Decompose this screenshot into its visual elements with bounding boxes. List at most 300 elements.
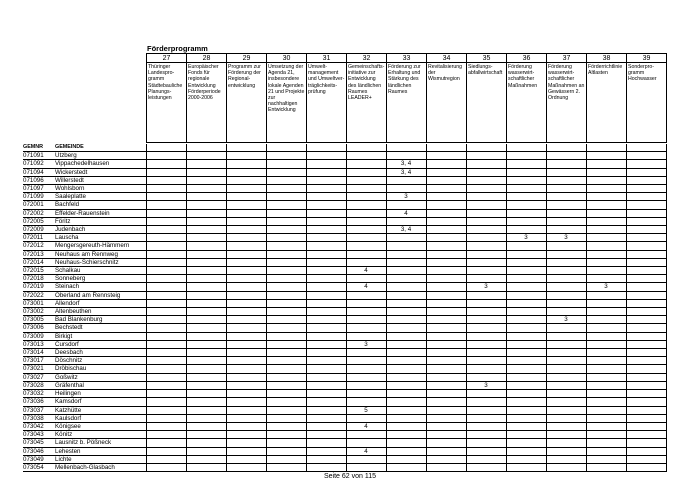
program-value-cell	[426, 316, 466, 324]
program-value-cell	[146, 332, 186, 340]
program-value-cell	[626, 316, 666, 324]
program-value-cell	[506, 365, 546, 373]
gemeinde-cell: Altenbeuthen	[53, 308, 146, 316]
program-value-cell	[266, 299, 306, 307]
program-value-cell	[426, 431, 466, 439]
program-value-cell	[586, 267, 626, 275]
program-value-cell	[626, 463, 666, 471]
program-value-cell	[146, 226, 186, 234]
program-value-cell	[586, 324, 626, 332]
program-value-cell	[466, 217, 506, 225]
program-value-cell	[546, 226, 586, 234]
program-value-cell	[306, 217, 346, 225]
gemeinde-cell: Saaleplatte	[53, 193, 146, 201]
gemeinde-cell: Kaulsdorf	[53, 414, 146, 422]
program-number-31: 31	[307, 54, 347, 63]
program-value-cell	[346, 217, 386, 225]
program-value-cell	[546, 422, 586, 430]
program-value-cell	[466, 406, 506, 414]
table-row	[23, 152, 666, 160]
program-value-cell	[586, 373, 626, 381]
program-number-38: 38	[587, 54, 627, 63]
program-value-cell	[146, 168, 186, 176]
gemnr-cell: 072014	[23, 258, 53, 266]
gemnr-cell: 072015	[23, 267, 53, 275]
program-value-cell	[586, 463, 626, 471]
program-value-cell	[146, 201, 186, 209]
program-value-cell	[306, 422, 346, 430]
program-value-cell	[546, 406, 586, 414]
program-value-cell	[386, 447, 426, 455]
gemeinde-cell: Lausnitz b. Pößneck	[53, 439, 146, 447]
program-number-37: 37	[547, 54, 587, 63]
program-value-cell	[146, 439, 186, 447]
program-value-cell	[186, 381, 226, 389]
gemnr-cell: 073036	[23, 398, 53, 406]
program-value-cell	[146, 455, 186, 463]
program-value-cell	[146, 463, 186, 471]
gemeinde-cell: Deesbach	[53, 349, 146, 357]
program-value-cell	[546, 340, 586, 348]
gemeinde-cell: Föritz	[53, 217, 146, 225]
program-value-cell	[506, 373, 546, 381]
program-value-cell	[146, 406, 186, 414]
program-value-cell	[186, 332, 226, 340]
program-value-cell	[226, 250, 266, 258]
gemeinde-cell: Sonneberg	[53, 275, 146, 283]
program-value-cell	[546, 160, 586, 168]
program-value-cell	[386, 357, 426, 365]
program-value-cell	[426, 373, 466, 381]
gemnr-cell: 073021	[23, 365, 53, 373]
program-value-cell	[226, 291, 266, 299]
program-value-cell	[386, 185, 426, 193]
program-value-cell: 3, 4	[386, 168, 426, 176]
program-value-cell	[626, 447, 666, 455]
program-value-cell	[626, 250, 666, 258]
program-value-cell	[466, 176, 506, 184]
program-value-cell	[306, 168, 346, 176]
program-value-cell	[266, 332, 306, 340]
table-row	[23, 267, 666, 275]
gemnr-cell: 073038	[23, 414, 53, 422]
table-row	[23, 406, 666, 414]
gemeinde-cell: Bechstedt	[53, 324, 146, 332]
table-row	[23, 176, 666, 184]
program-value-cell	[586, 176, 626, 184]
program-value-cell: 3	[546, 234, 586, 242]
program-value-cell	[306, 332, 346, 340]
program-value-cell	[426, 324, 466, 332]
gemeinde-header: GEMEINDE	[53, 144, 146, 152]
program-value-cell	[146, 316, 186, 324]
program-value-cell	[626, 168, 666, 176]
program-value-cell	[586, 217, 626, 225]
program-value-cell	[546, 242, 586, 250]
program-value-cell	[466, 152, 506, 160]
program-value-cell	[626, 160, 666, 168]
program-value-cell	[586, 381, 626, 389]
program-value-cell	[346, 201, 386, 209]
program-value-cell	[386, 406, 426, 414]
program-value-cell	[626, 299, 666, 307]
program-value-cell	[306, 160, 346, 168]
program-value-cell	[546, 152, 586, 160]
program-value-cell	[466, 324, 506, 332]
program-value-cell	[626, 283, 666, 291]
program-value-cell	[586, 308, 626, 316]
program-value-cell	[426, 381, 466, 389]
program-number-33: 33	[387, 54, 427, 63]
program-value-cell	[586, 447, 626, 455]
program-value-cell	[506, 357, 546, 365]
program-value-cell	[306, 439, 346, 447]
header-blank-cell	[146, 144, 186, 152]
program-value-cell	[226, 201, 266, 209]
program-value-cell	[506, 463, 546, 471]
program-value-cell	[506, 283, 546, 291]
program-value-cell	[466, 234, 506, 242]
program-value-cell	[266, 365, 306, 373]
table-row	[23, 324, 666, 332]
gemeinde-cell: Katzhütte	[53, 406, 146, 414]
program-number-30: 30	[267, 54, 307, 63]
program-value-cell	[546, 217, 586, 225]
program-value-cell	[386, 324, 426, 332]
program-value-cell	[586, 160, 626, 168]
program-value-cell	[346, 332, 386, 340]
program-value-cell: 3, 4	[386, 226, 426, 234]
program-value-cell	[146, 357, 186, 365]
program-value-cell	[306, 390, 346, 398]
table-row	[23, 340, 666, 348]
table-row	[23, 283, 666, 291]
program-value-cell: 4	[346, 447, 386, 455]
program-value-cell	[306, 431, 346, 439]
program-value-cell	[386, 390, 426, 398]
program-value-cell	[466, 390, 506, 398]
program-value-cell	[226, 406, 266, 414]
program-value-cell	[506, 332, 546, 340]
program-value-cell	[466, 422, 506, 430]
program-value-cell	[306, 291, 346, 299]
program-value-cell	[426, 340, 466, 348]
program-description-37: Förderung wasserwirt-schaftlicher Maßnahmen an Gewässern 2. Ordnung	[547, 63, 587, 143]
program-value-cell	[266, 176, 306, 184]
program-value-cell	[626, 349, 666, 357]
program-value-cell	[226, 455, 266, 463]
table-row	[23, 463, 666, 471]
program-value-cell	[266, 398, 306, 406]
program-number-34: 34	[427, 54, 467, 63]
program-value-cell	[426, 283, 466, 291]
program-value-cell	[346, 176, 386, 184]
program-value-cell	[186, 349, 226, 357]
program-value-cell	[426, 242, 466, 250]
program-value-cell: 3	[546, 316, 586, 324]
gemeinde-cell: Allendorf	[53, 299, 146, 307]
program-value-cell	[506, 324, 546, 332]
program-number-29: 29	[227, 54, 267, 63]
program-value-cell	[426, 332, 466, 340]
program-value-cell	[266, 316, 306, 324]
program-value-cell	[226, 226, 266, 234]
program-value-cell	[226, 193, 266, 201]
program-value-cell	[586, 357, 626, 365]
table-row	[23, 217, 666, 225]
table-row	[23, 185, 666, 193]
program-value-cell	[226, 390, 266, 398]
program-value-cell	[546, 185, 586, 193]
program-value-cell	[586, 193, 626, 201]
program-value-cell	[386, 291, 426, 299]
program-value-cell: 3	[466, 381, 506, 389]
program-value-cell	[626, 176, 666, 184]
gemeinde-cell: Könitz	[53, 431, 146, 439]
program-value-cell	[546, 414, 586, 422]
program-value-cell	[186, 431, 226, 439]
program-value-cell	[586, 234, 626, 242]
program-value-cell	[146, 258, 186, 266]
program-value-cell	[586, 340, 626, 348]
program-value-cell	[146, 242, 186, 250]
program-value-cell	[226, 414, 266, 422]
gemnr-cell: 073017	[23, 357, 53, 365]
program-value-cell	[626, 398, 666, 406]
program-description-28: Europäischer Fonds für regionale Entwicklung Förderperiode 2000-2006	[187, 63, 227, 143]
program-value-cell	[226, 357, 266, 365]
program-value-cell	[506, 209, 546, 217]
program-value-cell	[266, 193, 306, 201]
gemeinde-cell: Effelder-Rauenstein	[53, 209, 146, 217]
gemeinde-cell: Lehesten	[53, 447, 146, 455]
program-value-cell	[426, 234, 466, 242]
program-value-cell	[506, 455, 546, 463]
table-row	[23, 291, 666, 299]
program-number-27: 27	[147, 54, 187, 63]
program-value-cell	[426, 258, 466, 266]
program-value-cell	[466, 299, 506, 307]
gemeinde-cell: Wickerstedt	[53, 168, 146, 176]
program-value-cell: 3, 4	[386, 160, 426, 168]
gemeinde-cell: Schalkau	[53, 267, 146, 275]
program-value-cell	[306, 406, 346, 414]
program-value-cell	[186, 422, 226, 430]
gemeinde-cell: Birkigt	[53, 332, 146, 340]
program-value-cell	[386, 275, 426, 283]
program-value-cell	[146, 193, 186, 201]
program-value-cell	[146, 414, 186, 422]
program-value-cell	[186, 291, 226, 299]
program-value-cell	[426, 193, 466, 201]
program-value-cell	[466, 414, 506, 422]
program-value-cell	[506, 275, 546, 283]
program-value-cell	[546, 299, 586, 307]
program-value-cell	[386, 176, 426, 184]
program-value-cell	[186, 176, 226, 184]
gemeinde-cell: Döschnitz	[53, 357, 146, 365]
table-row	[23, 275, 666, 283]
program-value-cell	[506, 176, 546, 184]
program-value-cell	[426, 357, 466, 365]
program-value-cell	[146, 176, 186, 184]
program-value-cell	[466, 250, 506, 258]
program-value-cell	[546, 463, 586, 471]
program-value-cell	[626, 365, 666, 373]
program-description-36: Förderung wasserwirt-schaftlicher Maßnahmen	[507, 63, 547, 143]
program-value-cell	[346, 439, 386, 447]
program-value-cell	[306, 193, 346, 201]
program-value-cell	[386, 431, 426, 439]
program-value-cell	[386, 398, 426, 406]
program-value-cell	[546, 193, 586, 201]
program-value-cell	[306, 201, 346, 209]
program-description-30: Umsetzung der Agenda 21, insbesondere lokale Agenden 21 und Projekte zur nachhaltigen Entwicklung	[267, 63, 307, 143]
program-value-cell	[266, 447, 306, 455]
gemeinde-cell: Wohlsborn	[53, 185, 146, 193]
program-value-cell	[466, 373, 506, 381]
program-value-cell	[426, 226, 466, 234]
program-value-cell	[186, 242, 226, 250]
gemnr-cell: 072001	[23, 201, 53, 209]
gemeinde-cell: Neuhaus am Rennweg	[53, 250, 146, 258]
program-value-cell	[546, 209, 586, 217]
program-value-cell	[426, 390, 466, 398]
program-value-cell	[386, 308, 426, 316]
program-description-38: Förderrichtlinie Altlasten	[587, 63, 627, 143]
program-description-32: Gemeinschafts-initiative zur Entwicklung des ländlichen Raumes LEADER+	[347, 63, 387, 143]
program-value-cell	[626, 258, 666, 266]
gemnr-cell: 072012	[23, 242, 53, 250]
program-value-cell	[466, 258, 506, 266]
program-value-cell	[386, 414, 426, 422]
program-value-cell	[506, 349, 546, 357]
table-row	[23, 447, 666, 455]
gemeinde-cell: Dröbischau	[53, 365, 146, 373]
program-value-cell	[426, 291, 466, 299]
program-value-cell	[506, 439, 546, 447]
program-value-cell	[306, 283, 346, 291]
gemnr-cell: 073032	[23, 390, 53, 398]
program-value-cell	[266, 275, 306, 283]
header-blank-cell	[266, 144, 306, 152]
program-value-cell	[506, 414, 546, 422]
program-value-cell	[186, 316, 226, 324]
program-value-cell	[226, 324, 266, 332]
program-value-cell	[386, 283, 426, 291]
gemnr-cell: 072011	[23, 234, 53, 242]
program-value-cell	[186, 299, 226, 307]
gemeinde-cell: Königsee	[53, 422, 146, 430]
program-value-cell	[386, 258, 426, 266]
gemnr-cell: 073002	[23, 308, 53, 316]
program-value-cell	[506, 299, 546, 307]
gemnr-cell: 072002	[23, 209, 53, 217]
program-value-cell	[226, 160, 266, 168]
program-value-cell	[626, 324, 666, 332]
table-row	[23, 332, 666, 340]
program-value-cell	[346, 168, 386, 176]
program-value-cell	[146, 283, 186, 291]
program-value-cell	[426, 209, 466, 217]
program-value-cell	[426, 455, 466, 463]
program-value-cell	[186, 455, 226, 463]
program-value-cell	[346, 209, 386, 217]
program-value-cell	[466, 168, 506, 176]
program-value-cell	[186, 185, 226, 193]
program-value-cell	[346, 324, 386, 332]
program-value-cell: 5	[346, 406, 386, 414]
program-value-cell	[306, 258, 346, 266]
program-value-cell	[306, 316, 346, 324]
gemnr-cell: 072018	[23, 275, 53, 283]
program-value-cell	[266, 439, 306, 447]
program-value-cell	[546, 455, 586, 463]
program-value-cell: 4	[346, 283, 386, 291]
program-value-cell	[346, 390, 386, 398]
program-value-cell	[466, 340, 506, 348]
gemnr-cell: 072022	[23, 291, 53, 299]
program-value-cell	[506, 291, 546, 299]
gemnr-cell: 073006	[23, 324, 53, 332]
program-value-cell	[346, 185, 386, 193]
program-value-cell	[186, 447, 226, 455]
program-value-cell	[306, 275, 346, 283]
program-value-cell	[426, 299, 466, 307]
program-number-28: 28	[187, 54, 227, 63]
gemeinde-cell: Neuhaus-Schierschnitz	[53, 258, 146, 266]
program-value-cell	[546, 168, 586, 176]
gemeinde-cell: Cursdorf	[53, 340, 146, 348]
program-value-cell	[186, 283, 226, 291]
program-value-cell	[626, 193, 666, 201]
program-value-cell	[546, 447, 586, 455]
program-value-cell	[626, 291, 666, 299]
program-value-cell	[306, 349, 346, 357]
header-blank-cell	[306, 144, 346, 152]
program-value-cell	[466, 226, 506, 234]
program-value-cell	[626, 357, 666, 365]
table-row	[23, 398, 666, 406]
header-blank-cell	[226, 144, 266, 152]
program-value-cell	[306, 414, 346, 422]
program-value-cell	[146, 160, 186, 168]
program-value-cell	[426, 463, 466, 471]
program-value-cell	[346, 250, 386, 258]
table-row	[23, 439, 666, 447]
table-row	[23, 234, 666, 242]
program-value-cell	[546, 201, 586, 209]
program-value-cell	[266, 185, 306, 193]
program-value-cell	[626, 308, 666, 316]
program-value-cell	[186, 414, 226, 422]
program-value-cell	[266, 373, 306, 381]
column-header-row	[23, 144, 666, 152]
program-value-cell	[226, 176, 266, 184]
program-value-cell	[306, 267, 346, 275]
program-value-cell	[226, 463, 266, 471]
program-value-cell	[466, 242, 506, 250]
table-row	[23, 299, 666, 307]
program-value-cell	[546, 439, 586, 447]
header-blank-cell	[346, 144, 386, 152]
program-value-cell	[146, 152, 186, 160]
program-value-cell	[386, 332, 426, 340]
program-value-cell	[266, 349, 306, 357]
program-value-cell	[626, 242, 666, 250]
program-value-cell	[186, 250, 226, 258]
program-value-cell	[346, 463, 386, 471]
